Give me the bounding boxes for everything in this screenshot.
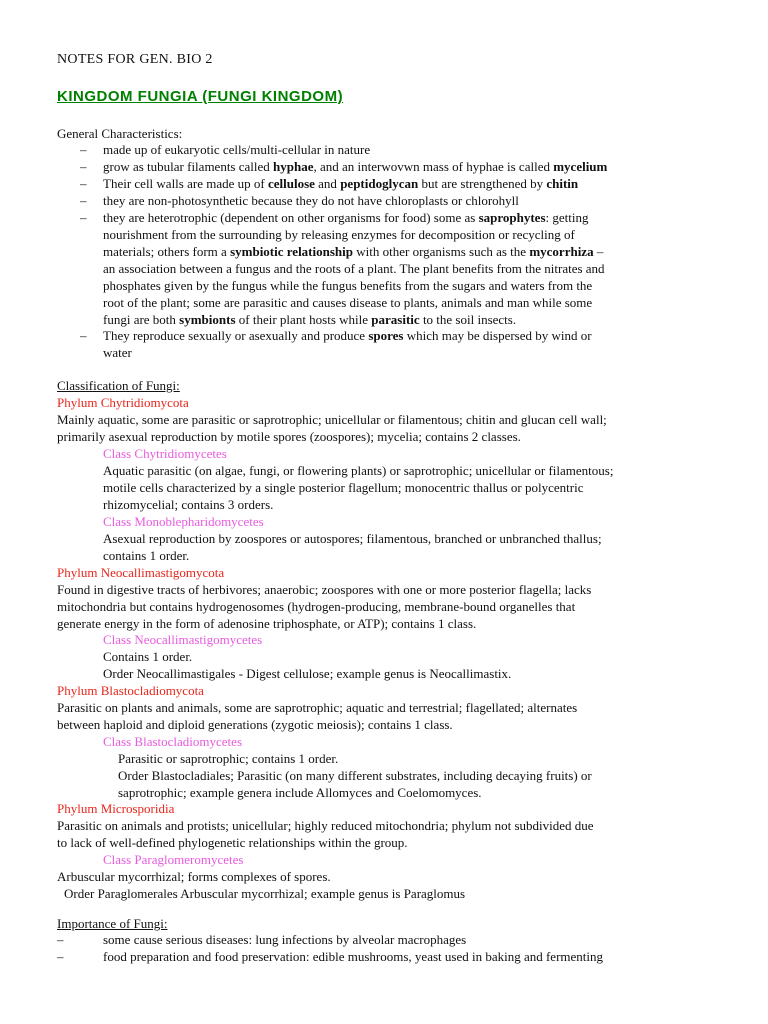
general-bullet-2: grow as tubular filaments called hyphae, and an interwovwn mass of hyphae is called mycelium [103, 159, 608, 174]
phylum-description-line: generate energy in the form of adenosine triphosphate, or ATP); contains 1 class. [57, 616, 477, 631]
order-description-line: Order Paraglomerales Arbuscular mycorrhizal; example genus is Paraglomus [64, 886, 466, 901]
importance-item-1: some cause serious diseases: lung infections by alveolar macrophages [103, 932, 467, 947]
bullet-dash: – [80, 328, 87, 343]
phylum-blastocladiomycota: Phylum Blastocladiomycota [57, 683, 204, 698]
bullet-dash: – [80, 159, 87, 174]
class-description-line: Parasitic or saprotrophic; contains 1 order. [118, 751, 339, 766]
class-chytridiomycetes: Class Chytridiomycetes [103, 446, 227, 461]
importance-item-2: food preparation and food preservation: edible mushrooms, yeast used in baking and fermenting [103, 949, 604, 964]
class-description-line: rhizomycelial; contains 3 orders. [103, 497, 274, 512]
class-description-line: Aquatic parasitic (on algae, fungi, or flowering plants) or saprotrophic; unicellular or filamentous; [103, 463, 614, 478]
phylum-description-line: Parasitic on plants and animals, some are saprotrophic; aquatic and terrestrial; flagellated; alternates [57, 700, 578, 715]
class-monoblepharidomycetes: Class Monoblepharidomycetes [103, 514, 264, 529]
class-description-line: motile cells characterized by a single posterior flagellum; monocentric thallus or polycentric [103, 480, 584, 495]
class-description-line: Asexual reproduction by zoospores or autospores; filamentous, branched or unbranched thallus; [103, 531, 602, 546]
phylum-description-line: between haploid and diploid generations (zygotic meiosis); contains 1 class. [57, 717, 453, 732]
phylum-description-line: Found in digestive tracts of herbivores; anaerobic; zoospores with one or more posterior flagella; lacks [57, 582, 592, 597]
phylum-neocallimastigomycota: Phylum Neocallimastigomycota [57, 565, 225, 580]
bullet-dash: – [57, 932, 64, 947]
importance-heading: Importance of Fungi: [57, 916, 168, 931]
order-description-line: saprotrophic; example genera include Allomyces and Coelomomyces. [118, 785, 482, 800]
document-page: NOTES FOR GEN. BIO 2 KINGDOM FUNGIA (FUNGI KINGDOM) General Characteristics: – made up of eukaryotic cells/multi-cellular in nature – grow as tubular filaments called hyphae, and an interwovwn mass of hyphae is called mycelium – Their cell walls are made up of cellulose and peptidoglycan but are strengthened by chitin – they are non-photosynthetic because they do not have chloroplasts or chlorohyll – they are heterotrophic (dependent on other organisms for food) some as saprophytes: getting nourishment from the surrounding by releasing enzymes for decomposition or recycling of materials; others form a symbiotic relationship with other organisms such as the mycorrhiza – an association between a fungus and the roots of a plant. The plant benefits from the nitrates and phosphates given by the fungus while the fungus benefits from the sugars and waters from the root of the plant; some are parasitic and causes disease to plants, animals and man while some fungi are both symbionts of their plant hosts while parasitic to the soil insects. – They reproduce sexually or asexually and produce spores which may be dispersed by wind or water Classification of Fungi: Phylum Chytridiomycota Mainly aquatic, some are parasitic or saprotrophic; unicellular or filamentous; chitin and glucan cell wall; primarily asexual reproduction by motile spores (zoospores); mycelia; contains 2 classes. Class Chytridiomycetes Aquatic parasitic (on algae, fungi, or flowering plants) or saprotrophic; unicellular or filamentous; motile cells characterized by a single posterior flagellum; monocentric thallus or polycentric rhizomycelial; contains 3 orders. Class Monoblepharidomycetes Asexual reproduction by zoospores or autospores; filamentous, branched or unbranched thallus; contains 1 order. Phylum Neocallimastigomycota Found in digestive tracts of herbivores; anaerobic; zoospores with one or more posterior flagella; lacks mitochondria but contains hydrogenosomes (hydrogen-producing, membrane-bound organelles that generate energy in the form of adenosine triphosphate, or ATP); contains 1 class. Class Neocallimastigomycetes Contains 1 order. Order Neocallimastigales - Digest cellulose; example genus is Neocallimastix. Phylum Blastocladiomycota Parasitic on plants and animals, some are saprotrophic; aquatic and terrestrial; flagellated; alternates between haploid and diploid generations (zygotic meiosis); contains 1 class. Class Blastocladiomycetes Parasitic or saprotrophic; contains 1 order. Order Blastocladiales; Parasitic (on many different substrates, including decaying fruits) or saprotrophic; example genera include Allomyces and Coelomomyces. Phylum Microsporidia Parasitic on animals and protists; unicellular; highly reduced mitochondria; phylum not subdivided due to lack of well-defined phylogenetic relationships within the group. Class Paraglomeromycetes Arbuscular mycorrhizal; forms complexes of spores. Order Paraglomerales Arbuscular mycorrhizal; example genus is Paraglomus Importance of Fungi: – some cause serious diseases: lung infections by alveolar macrophages – food preparation and food preservation: edible mushrooms, yeast used in baking and fermenting [57, 52, 614, 964]
document-header: NOTES FOR GEN. BIO 2 [57, 52, 213, 67]
class-description-line: contains 1 order. [103, 548, 190, 563]
bullet-dash: – [80, 210, 87, 225]
class-description-line: Contains 1 order. [103, 649, 193, 664]
order-description-line: Order Blastocladiales; Parasitic (on many different substrates, including decaying fruits) or [118, 768, 592, 783]
phylum-description-line: to lack of well-defined phylogenetic relationships within the group. [57, 835, 408, 850]
phylum-description-line: Parasitic on animals and protists; unicellular; highly reduced mitochondria; phylum not subdivided due [57, 818, 594, 833]
bullet-dash: – [80, 176, 87, 191]
class-neocallimastigomycetes: Class Neocallimastigomycetes [103, 632, 263, 647]
page-title: KINGDOM FUNGIA (FUNGI KINGDOM) [57, 88, 344, 105]
phylum-microsporidia: Phylum Microsporidia [57, 801, 175, 816]
bullet-dash: – [80, 142, 87, 157]
class-description-line: Arbuscular mycorrhizal; forms complexes of spores. [57, 869, 331, 884]
phylum-description-line: primarily asexual reproduction by motile spores (zoospores); mycelia; contains 2 classes. [57, 429, 521, 444]
bullet-dash: – [80, 193, 87, 208]
phylum-description-line: Mainly aquatic, some are parasitic or saprotrophic; unicellular or filamentous; chitin and glucan cell wall; [57, 412, 607, 427]
class-blastocladiomycetes: Class Blastocladiomycetes [103, 734, 243, 749]
phylum-description-line: mitochondria but contains hydrogenosomes (hydrogen-producing, membrane-bound organelles that [57, 599, 576, 614]
general-bullet-3: Their cell walls are made up of cellulose and peptidoglycan but are strengthened by chitin [103, 176, 579, 191]
phylum-chytridiomycota: Phylum Chytridiomycota [57, 395, 189, 410]
general-characteristics-heading: General Characteristics: [57, 126, 183, 141]
class-paraglomeromycetes: Class Paraglomeromycetes [103, 852, 244, 867]
general-bullet-1: made up of eukaryotic cells/multi-cellular in nature [103, 142, 371, 157]
order-description-line: Order Neocallimastigales - Digest cellulose; example genus is Neocallimastix. [103, 666, 512, 681]
bullet-dash: – [57, 949, 64, 964]
general-bullet-4: they are non-photosynthetic because they do not have chloroplasts or chlorohyll [103, 193, 519, 208]
classification-heading: Classification of Fungi: [57, 378, 180, 393]
